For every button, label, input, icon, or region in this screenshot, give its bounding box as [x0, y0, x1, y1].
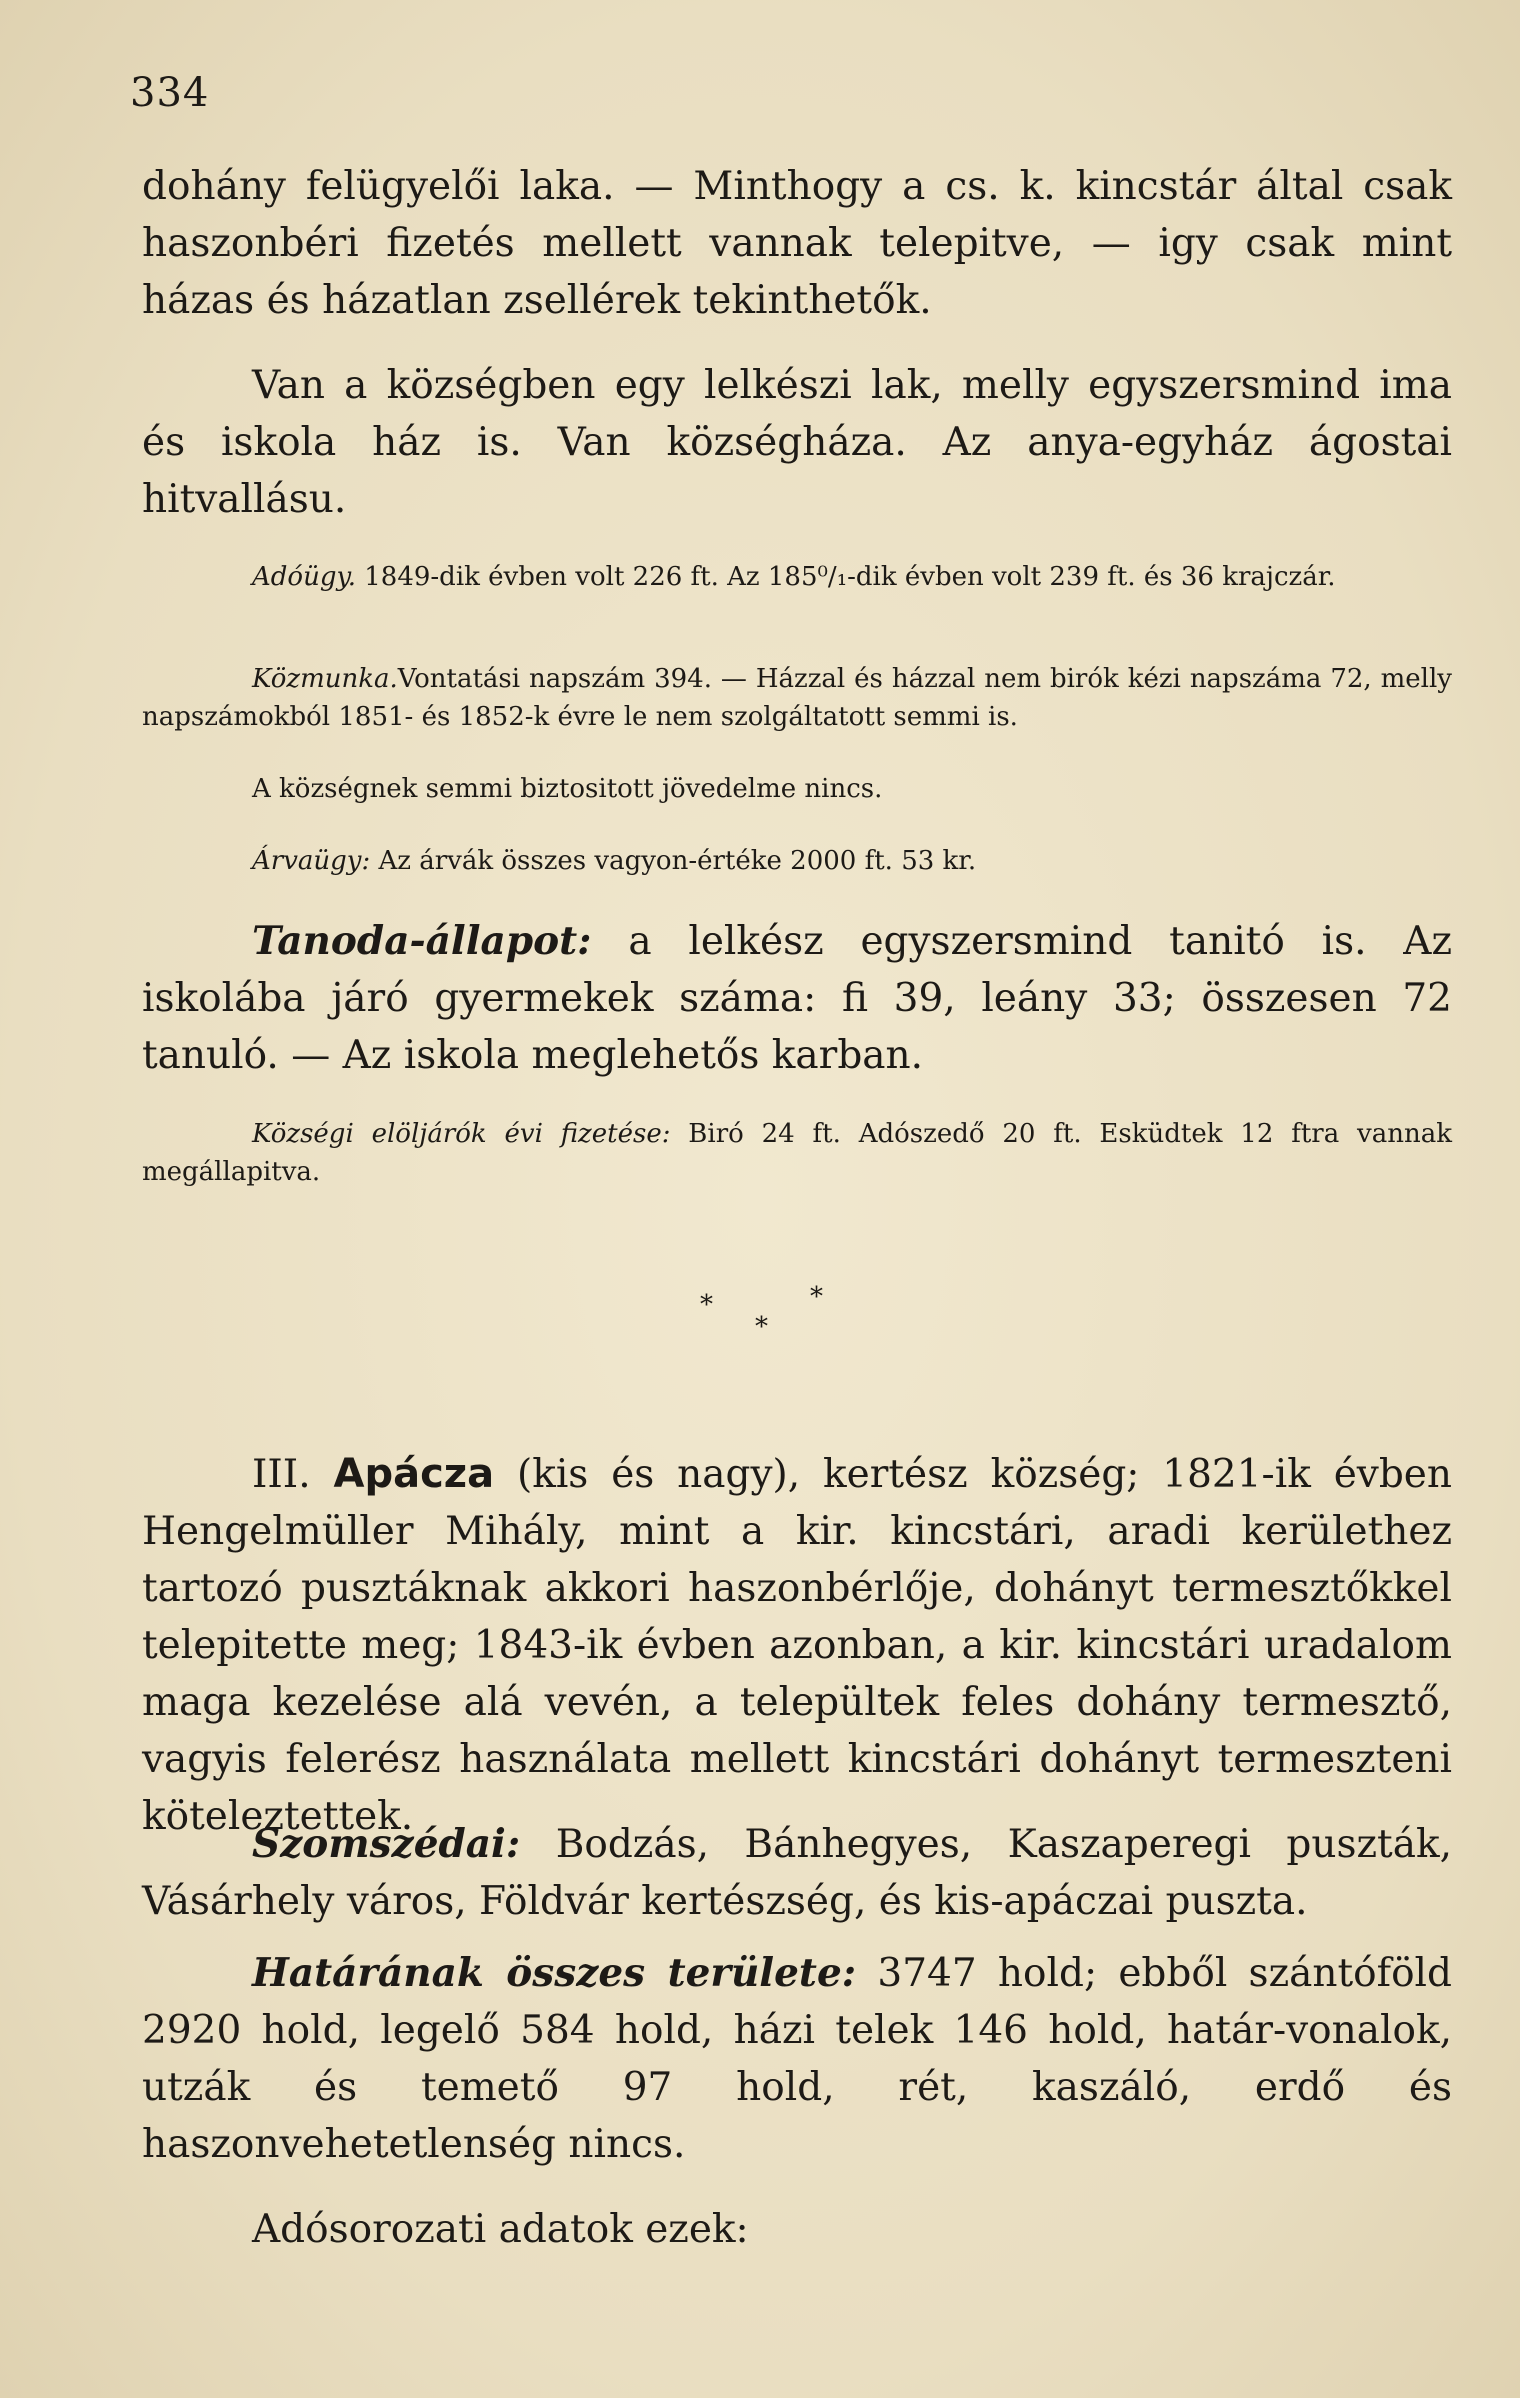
paragraph-text: 3747 hold; ebből szántóföld 2920 hold, legelő 584 hold, házi telek 146 hold, határ-vonalok, utzák és temető 97 hold, rét, kaszáló, erdő és haszonvehetetlenség nincs. [142, 1951, 1452, 2167]
paragraph-public-work [142, 660, 1452, 736]
section-lead-school: Tanoda-állapot: [252, 918, 592, 964]
paragraph-text: Bodzás, Bánhegyes, Kaszaperegi puszták, Vásárhely város, Földvár kertészség, és kis-apáczai puszta. [142, 1822, 1452, 1924]
paragraph-text: Az árvák összes vagyon-értéke 2000 ft. 53 kr. [370, 846, 977, 876]
section-lead-neighbours: Szomszédai: [252, 1821, 521, 1867]
asterisk: * [810, 1282, 823, 1312]
paragraph-conscription-data [142, 2201, 1452, 2258]
asterisk: * [755, 1312, 768, 1342]
village-name-apacza: Apácza [333, 1451, 495, 1497]
page-number: 334 [130, 70, 210, 116]
paragraph-text: Vontatási napszám 394. — Házzal és házzal nem birók kézi napszáma 72, melly napszámokból 1851- és 1852-k évre le nem szolgáltatott semmi is. [142, 664, 1452, 732]
paragraph-area [142, 1945, 1452, 2173]
paragraph-text: a lelkész egyszersmind tanitó is. Az iskolába járó gyermekek száma: fi 39, leány 33; összesen 72 tanuló. — Az iskola meglehetős karban. [142, 919, 1452, 1078]
paragraph-school [142, 913, 1452, 1084]
paragraph-text: dohány felügyelői laka. — Minthogy a cs. k. kincstár által csak haszonbéri fizetés mellett vannak telepitve, — igy csak mint házas és házatlan zsellérek tekinthetők. [142, 164, 1452, 323]
paragraph-text: Adósorozati adatok ezek: [252, 2207, 749, 2252]
section-lead-public-work: Közmunka. [252, 664, 398, 694]
section-lead-officials: Községi elöljárók évi fizetése: [252, 1119, 671, 1149]
section-lead-area: Határának összes területe: [252, 1950, 857, 1996]
section-lead-orphans: Árvaügy: [252, 846, 371, 876]
paragraph-tax [142, 558, 1452, 596]
paragraph-parish [142, 357, 1452, 528]
paragraph-tobacco-inspector [142, 158, 1452, 329]
paragraph-text: (kis és nagy), kertész község; 1821-ik évben Hengelmüller Mihály, mint a kir. kincstári, aradi kerülethez tartozó pusztáknak akkori haszonbérlője, dohányt termesztőkkel telepitette meg; 1843-ik évben azonban, a kir. kincstári uradalom maga kezelése alá vevén, a települtek feles dohány termesztő, vagyis felerész használata mellett kincstári dohányt termeszteni köteleztettek. [142, 1452, 1452, 1839]
section-number: III. [252, 1452, 311, 1497]
paragraph-orphans [142, 842, 1452, 880]
asterisk: * [700, 1290, 713, 1320]
paragraph-text: Biró 24 ft. Adószedő 20 ft. Esküdtek 12 ftra vannak megállapitva. [142, 1119, 1452, 1187]
paragraph-apacza [142, 1446, 1452, 1845]
section-divider-asterisks [680, 1282, 880, 1370]
paragraph-text: Van a községben egy lelkészi lak, melly egyszersmind ima és iskola ház is. Van községháza. Az anya-egyház ágostai hitvallásu. [142, 363, 1452, 522]
section-lead-tax: Adóügy. [252, 562, 356, 592]
paragraph-text: 1849-dik évben volt 226 ft. Az 185⁰/₁-dik évben volt 239 ft. és 36 krajczár. [355, 562, 1336, 592]
paragraph-officials-salary [142, 1115, 1452, 1191]
paragraph-income [142, 770, 1452, 808]
paragraph-text: A községnek semmi biztositott jövedelme nincs. [252, 774, 883, 804]
paragraph-neighbours [142, 1816, 1452, 1930]
